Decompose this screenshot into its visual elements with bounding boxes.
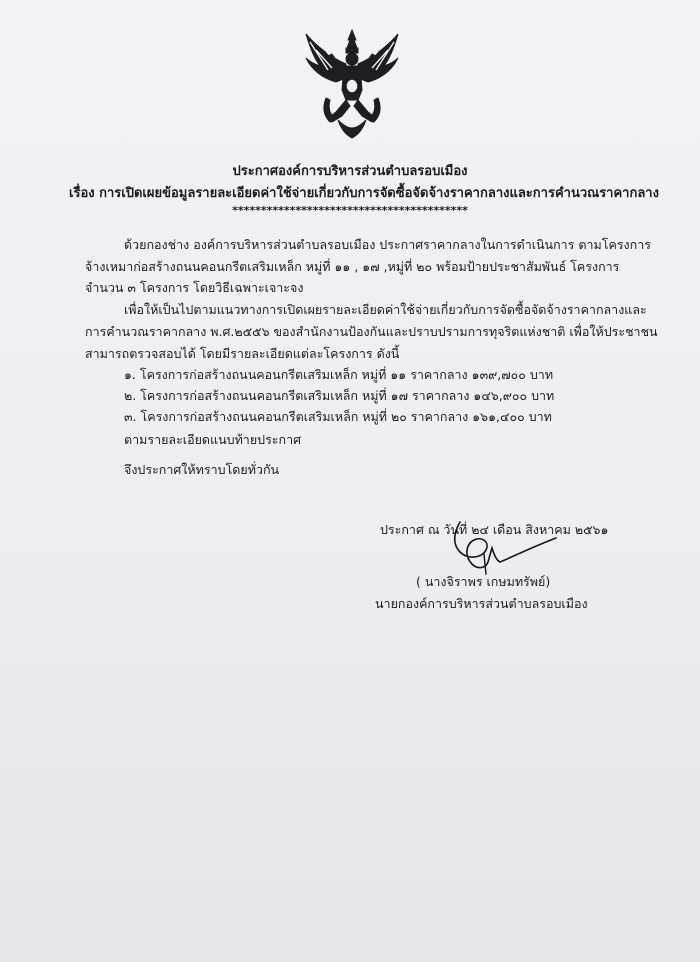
project-item-1: ๑. โครงการก่อสร้างถนนคอนกรีตเสริมเหล็ก หมู่ที่ ๑๑ ราคากลาง ๑๓๙,๗๐๐ บาท [124,367,554,382]
closing-statement: จึงประกาศให้ทราบโดยทั่วกัน [124,462,280,477]
announcement-subject: เรื่อง การเปิดเผยข้อมูลรายละเอียดค่าใช้จ่ายเกี่ยวกับการจัดซื้อจัดจ้างราคากลางและการคำนวณราคากลาง [69,186,659,201]
project-item-2: ๒. โครงการก่อสร้างถนนคอนกรีตเสริมเหล็ก หมู่ที่ ๑๗ ราคากลาง ๑๔๖,๙๐๐ บาท [124,388,555,403]
paragraph1-line2: จ้างเหมาก่อสร้างถนนคอนกรีตเสริมเหล็ก หมู่ที่ ๑๑ , ๑๗ ,หมู่ที่ ๒๐ พร้อมป้ายประชาสัมพันธ์ โครงการ [85,259,620,274]
paragraph2-line3: สามารถตรวจสอบได้ โดยมีรายละเอียดแต่ละโครงการ ดังนี้ [85,346,400,361]
project-item-3: ๓. โครงการก่อสร้างถนนคอนกรีตเสริมเหล็ก หมู่ที่ ๒๐ ราคากลาง ๑๖๑,๔๐๐ บาท [124,409,552,424]
announcement-title: ประกาศองค์การบริหารส่วนตำบลรอบเมือง [232,164,468,179]
signatory-name: ( นางจิราพร เกษมทรัพย์) [416,574,551,589]
signatory-position: นายกองค์การบริหารส่วนตำบลรอบเมือง [375,596,588,611]
title-separator: ***************************************** [232,204,468,217]
announcement-date: ประกาศ ณ วันที่ ๒๔ เดือน สิงหาคม ๒๕๖๑ [380,522,609,537]
paragraph1-line3: จำนวน ๓ โครงการ โดยวิธีเฉพาะเจาะจง [85,280,304,295]
paragraph2-line2: การคำนวณราคากลาง พ.ศ.๒๕๕๖ ของสำนักงานป้องกันและปราบปรามการทุจริตแห่งชาติ เพื่อให้ประชาชน [85,324,658,339]
paragraph2-line1: เพื่อให้เป็นไปตามแนวทางการเปิดเผยรายละเอียดค่าใช้จ่ายเกี่ยวกับการจัดซื้อจัดจ้างราคากลางและ [124,302,647,317]
handwritten-signature [430,518,580,580]
appendix-note: ตามรายละเอียดแนบท้ายประกาศ [124,432,302,447]
paragraph1-line1: ด้วยกองช่าง องค์การบริหารส่วนตำบลรอบเมือง ประกาศราคากลางในการดำเนินการ ตามโครงการ [124,237,651,252]
garuda-emblem-icon [302,28,402,140]
